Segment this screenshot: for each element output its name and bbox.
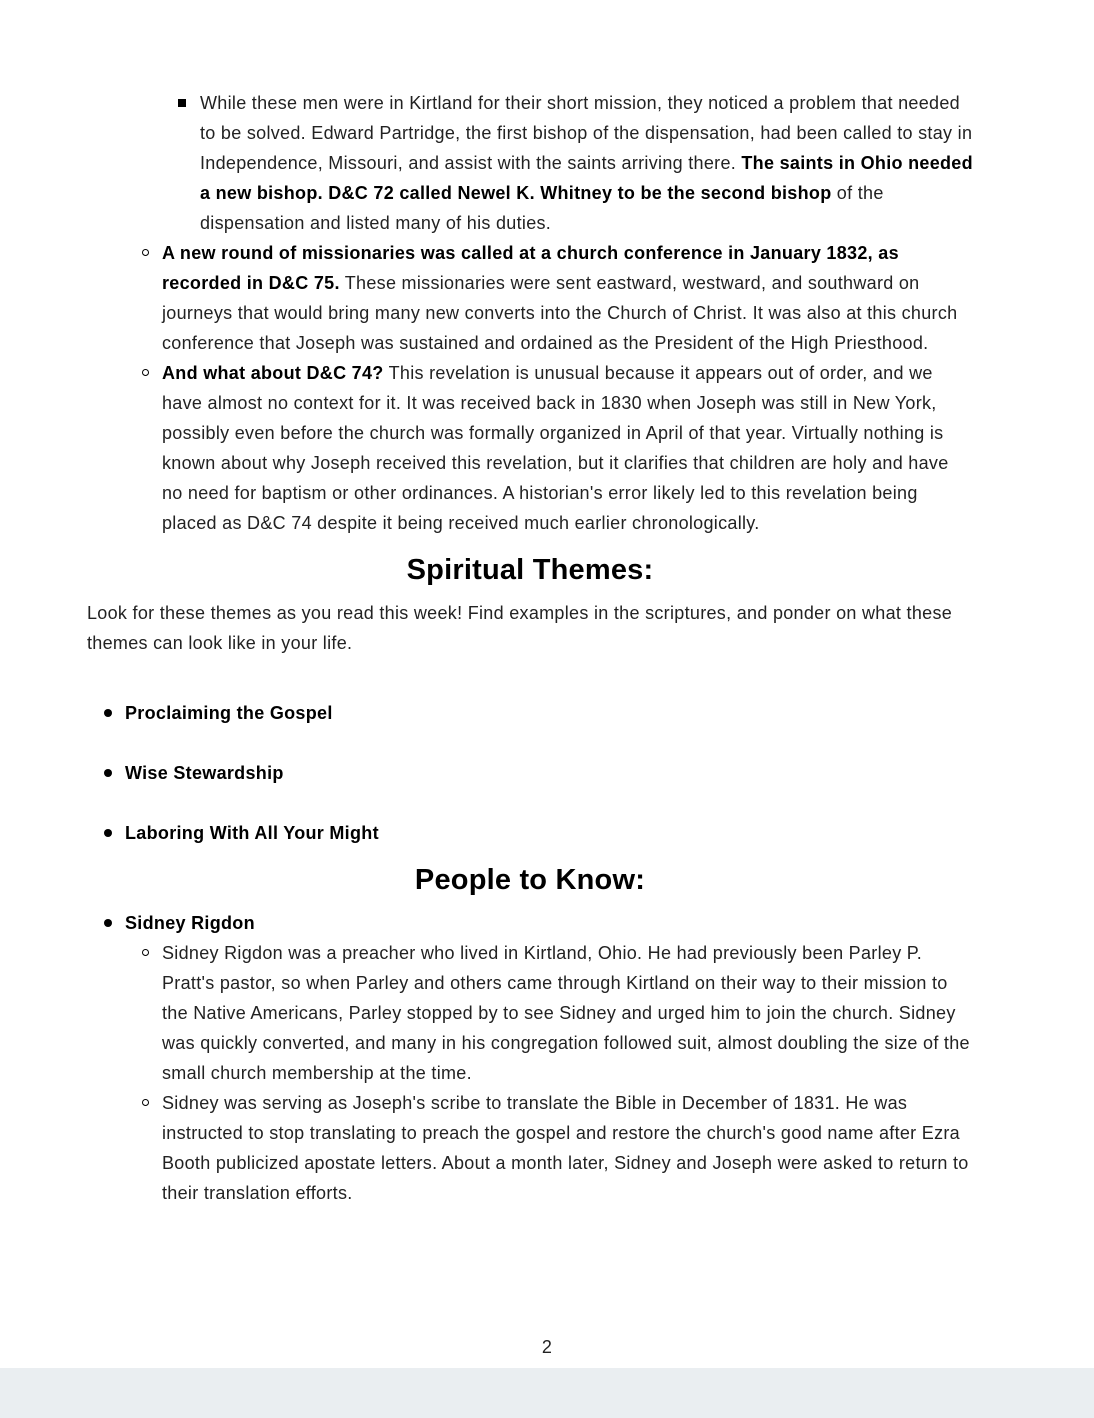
theme-item — [87, 698, 973, 728]
note-text: These missionaries were sent eastward, westward, and southward on journeys that would bring many new converts into the Church of Christ. It was also at this church conference that Joseph was sustained and ordained as the President of the High Priesthood. — [162, 273, 958, 353]
list-item — [87, 88, 973, 238]
person-note — [87, 1088, 973, 1208]
people-list — [87, 908, 973, 1208]
person-notes-list — [87, 938, 973, 1208]
people-to-know-heading: People to Know: — [414, 864, 646, 896]
page-number: 2 — [541, 1337, 553, 1357]
theme-item — [87, 818, 973, 848]
note-text: While these men were in Kirtland for their short mission, they noticed a problem that needed to be solved. Edward Partridge, the first bishop of the dispensation, had been called to stay in Independence, Missouri, and assist with the saints arriving there. — [200, 93, 973, 173]
themes-list — [87, 698, 973, 848]
square-bullet-icon — [178, 99, 186, 107]
circle-bullet-icon — [142, 249, 149, 256]
circle-bullet-icon — [142, 369, 149, 376]
disc-bullet-icon — [104, 769, 112, 777]
viewer-background-strip — [0, 1368, 1094, 1418]
note-text-bold: A new round of missionaries was called at a church conference in January 1832, as recorded in D&C 75. — [162, 243, 899, 293]
theme-label: Wise Stewardship — [125, 763, 284, 783]
person-name: Sidney Rigdon — [125, 913, 255, 933]
circle-bullet-icon — [142, 949, 149, 956]
theme-item — [87, 758, 973, 788]
disc-bullet-icon — [104, 829, 112, 837]
note-text: of the dispensation and listed many of his duties. — [200, 183, 884, 233]
person-item — [87, 908, 973, 1208]
study-notes-sublist-level2 — [87, 238, 973, 538]
list-item — [87, 238, 973, 358]
note-text: Sidney Rigdon was a preacher who lived in Kirtland, Ohio. He had previously been Parley P. Pratt's pastor, so when Parley and others came through Kirtland on their way to their mission to the Native Americans, Parley stopped by to see Sidney and urged him to join the church. Sidney was quickly converted, and many in his congregation followed suit, almost doubling the size of the small church membership at the time. — [162, 943, 970, 1083]
note-text-bold: And what about D&C 74? — [162, 363, 384, 383]
person-note — [87, 938, 973, 1088]
theme-label: Laboring With All Your Might — [125, 823, 379, 843]
note-text-bold: The saints in Ohio needed a new bishop. D&C 72 called Newel K. Whitney to be the second bishop — [200, 153, 973, 203]
disc-bullet-icon — [104, 919, 112, 927]
circle-bullet-icon — [142, 1099, 149, 1106]
study-notes-sublist-level3 — [87, 88, 973, 238]
list-item — [87, 358, 973, 538]
theme-label: Proclaiming the Gospel — [125, 703, 333, 723]
note-text: Sidney was serving as Joseph's scribe to translate the Bible in December of 1831. He was instructed to stop translating to preach the gospel and restore the church's good name after Ezra Booth publicized apostate letters. About a month later, Sidney and Joseph were asked to return to their translation efforts. — [162, 1093, 969, 1203]
note-text: This revelation is unusual because it appears out of order, and we have almost no context for it. It was received back in 1830 when Joseph was still in New York, possibly even before the church was formally organized in April of that year. Virtually nothing is known about why Joseph received this revelation, but it clarifies that children are holy and have no need for baptism or other ordinances. A historian's error likely led to this revelation being placed as D&C 74 despite it being received much earlier chronologically. — [162, 363, 949, 533]
spiritual-themes-heading: Spiritual Themes: — [406, 554, 654, 586]
spiritual-themes-intro: Look for these themes as you read this week! Find examples in the scriptures, and ponder on what these themes can look like in your life. — [87, 603, 953, 653]
disc-bullet-icon — [104, 709, 112, 717]
